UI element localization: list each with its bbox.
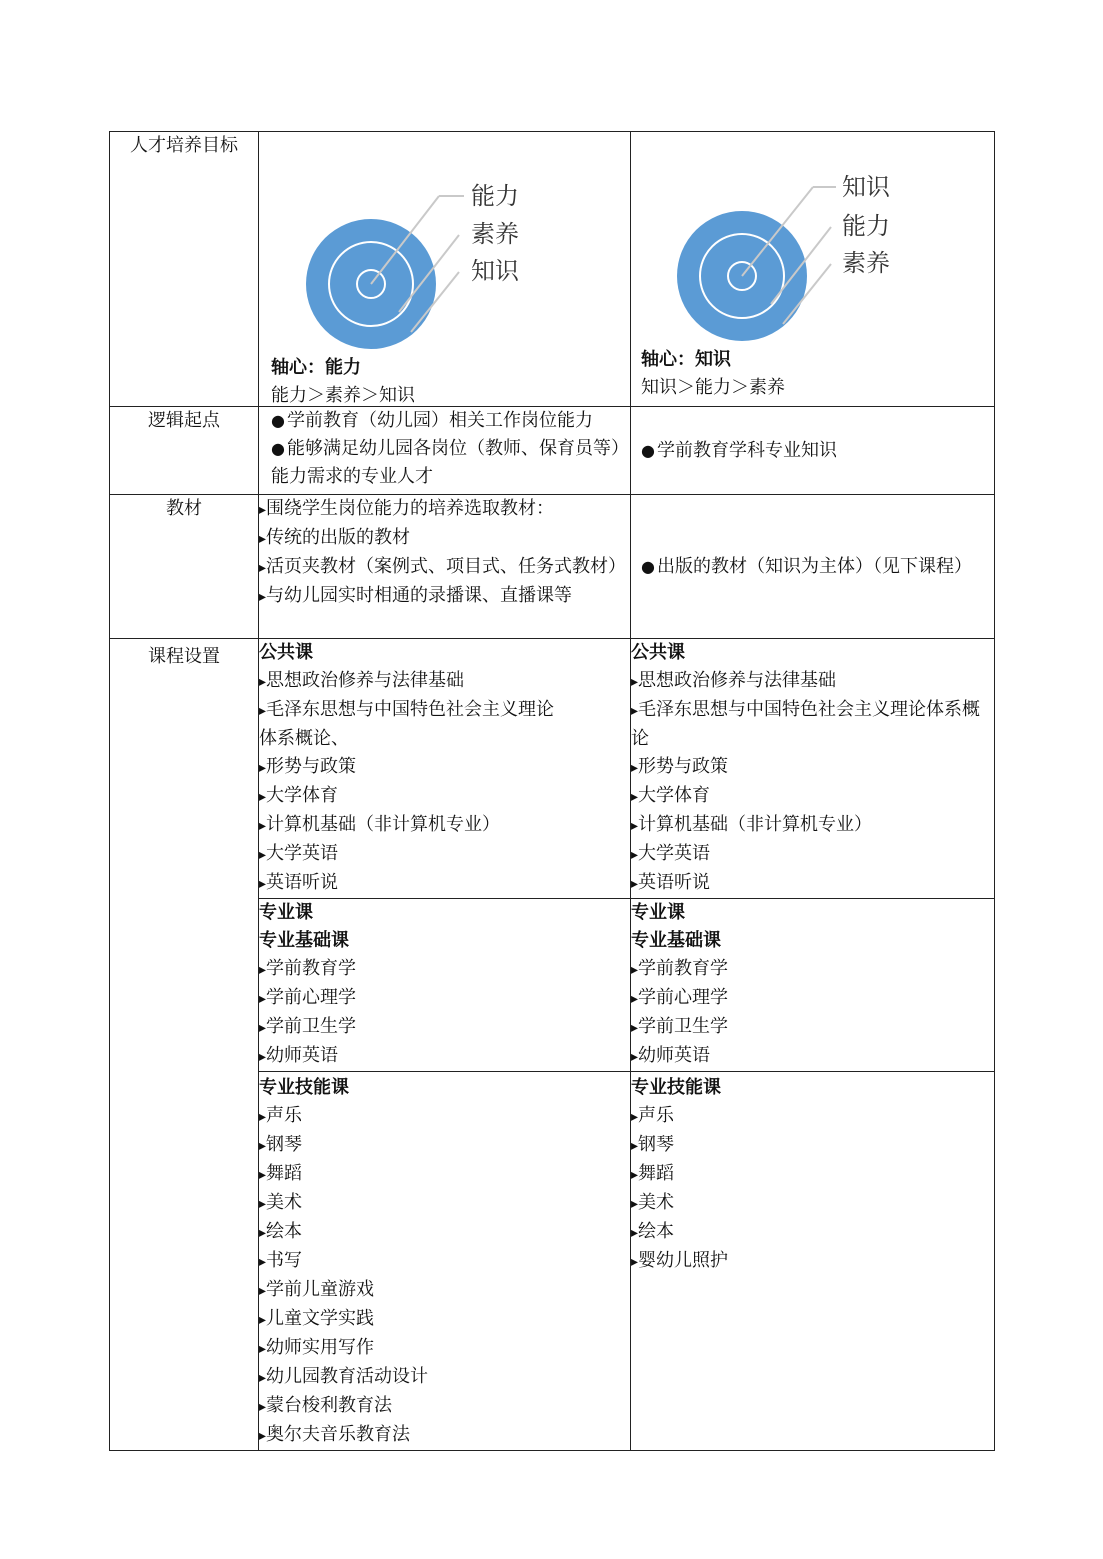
- course-item: ▸ 形势与政策: [259, 753, 630, 782]
- comparison-table: [109, 131, 995, 1451]
- professional-left-cell: [259, 899, 631, 1072]
- textbook-row: [110, 495, 995, 639]
- logic-right-cell: [631, 407, 995, 495]
- ring-label: 知识: [842, 173, 890, 201]
- course-item: ▸ 儿童文学实践: [259, 1305, 630, 1334]
- course-item: ▸ 钢琴: [631, 1131, 994, 1160]
- ring-label: 能力: [471, 182, 519, 210]
- textbook-item: ▸ 活页夹教材（案例式、项目式、任务式教材）: [259, 553, 630, 582]
- course-item: ▸ 声乐: [631, 1102, 994, 1131]
- logic-left-cell: [259, 407, 631, 495]
- skills-heading: 专业技能课: [259, 1077, 349, 1098]
- course-item: ▸ 大学英语: [631, 840, 994, 869]
- course-item: ▸ 蒙台梭利教育法: [259, 1392, 630, 1421]
- course-item: ▸ 舞蹈: [631, 1160, 994, 1189]
- course-item: ▸ 书写: [259, 1247, 630, 1276]
- public-right-cell: [631, 639, 995, 899]
- textbook-item: ● 出版的教材（知识为主体）（见下课程）: [641, 553, 974, 581]
- goal-row: [110, 132, 995, 407]
- course-item: ▸ 绘本: [631, 1218, 994, 1247]
- course-item: ▸ 幼师实用写作: [259, 1334, 630, 1363]
- goal-label: 人才培养目标: [110, 132, 259, 407]
- course-item: ▸ 声乐: [259, 1102, 630, 1131]
- skills-heading: 专业技能课: [631, 1077, 721, 1098]
- textbook-label: 教材: [110, 495, 259, 639]
- course-item: ▸ 大学体育: [259, 782, 630, 811]
- course-item: ▸ 大学英语: [259, 840, 630, 869]
- course-item: ▸ 学前心理学: [631, 984, 994, 1013]
- course-item: ▸ 舞蹈: [259, 1160, 630, 1189]
- public-heading: 公共课: [259, 642, 313, 663]
- textbook-item: ▸ 传统的出版的教材: [259, 524, 630, 553]
- goal-right-cell: [631, 132, 995, 407]
- course-item: ▸ 学前教育学: [631, 955, 994, 984]
- course-item: ▸ 绘本: [259, 1218, 630, 1247]
- foundation-heading: 专业基础课: [259, 930, 349, 951]
- course-item: ▸ 幼师英语: [631, 1042, 994, 1071]
- textbook-item: ▸ 与幼儿园实时相通的录播课、直播课等: [259, 582, 630, 611]
- priority-order: 知识＞能力＞素养: [641, 377, 785, 398]
- logic-label: 逻辑起点: [110, 407, 259, 495]
- course-item: ▸ 学前卫生学: [259, 1013, 630, 1042]
- goal-left-cell: [259, 132, 631, 407]
- course-item: ▸ 形势与政策: [631, 753, 994, 782]
- public-heading: 公共课: [631, 642, 685, 663]
- logic-item: ● 能够满足幼儿园各岗位（教师、保育员等）能力需求的专业人才: [271, 435, 630, 491]
- foundation-heading: 专业基础课: [631, 930, 721, 951]
- course-item: ▸ 学前心理学: [259, 984, 630, 1013]
- professional-right-cell: [631, 899, 995, 1072]
- textbook-item: ▸ 围绕学生岗位能力的培养选取教材：: [259, 495, 630, 524]
- course-item: ▸ 计算机基础（非计算机专业）: [259, 811, 630, 840]
- course-item: ▸ 大学体育: [631, 782, 994, 811]
- course-item: ▸ 钢琴: [259, 1131, 630, 1160]
- course-item: ▸ 奥尔夫音乐教育法: [259, 1421, 630, 1450]
- course-item: ▸ 学前卫生学: [631, 1013, 994, 1042]
- axis-label: 轴心：能力: [271, 357, 361, 378]
- logic-row: [110, 407, 995, 495]
- course-item: ▸ 学前教育学: [259, 955, 630, 984]
- axis-label: 轴心：知识: [641, 349, 731, 370]
- courses-label: 课程设置: [110, 639, 259, 1451]
- skills-right-cell: [631, 1072, 995, 1451]
- logic-item: ● 学前教育学科专业知识: [641, 437, 994, 465]
- course-item: ▸ 幼师英语: [259, 1042, 630, 1071]
- course-item: ▸ 思想政治修养与法律基础: [259, 667, 630, 696]
- ring-label: 知识: [471, 257, 519, 285]
- course-item: ▸ 美术: [259, 1189, 630, 1218]
- logic-item: ● 学前教育（幼儿园）相关工作岗位能力: [271, 407, 630, 435]
- textbook-right-cell: [631, 495, 995, 639]
- public-left-cell: [259, 639, 631, 899]
- professional-heading: 专业课: [631, 902, 685, 923]
- priority-order: 能力＞素养＞知识: [271, 385, 415, 406]
- course-item: ▸ 幼儿园教育活动设计: [259, 1363, 630, 1392]
- course-item: ▸ 毛泽东思想与中国特色社会主义理论体系概论、: [259, 696, 630, 753]
- course-item: ▸ 英语听说: [631, 869, 994, 898]
- textbook-left-cell: [259, 495, 631, 639]
- course-item: ▸ 美术: [631, 1189, 994, 1218]
- course-item: ▸ 计算机基础（非计算机专业）: [631, 811, 994, 840]
- ring-label: 素养: [471, 220, 519, 248]
- course-item: ▸ 思想政治修养与法律基础: [631, 667, 994, 696]
- course-item: ▸ 毛泽东思想与中国特色社会主义理论体系概论: [631, 696, 994, 753]
- course-item: ▸ 英语听说: [259, 869, 630, 898]
- ring-label: 能力: [842, 212, 890, 240]
- course-item: ▸ 学前儿童游戏: [259, 1276, 630, 1305]
- professional-heading: 专业课: [259, 902, 313, 923]
- course-item: ▸ 婴幼儿照护: [631, 1247, 994, 1276]
- ring-label: 素养: [842, 249, 890, 277]
- skills-left-cell: [259, 1072, 631, 1451]
- courses-public-row: [110, 639, 995, 899]
